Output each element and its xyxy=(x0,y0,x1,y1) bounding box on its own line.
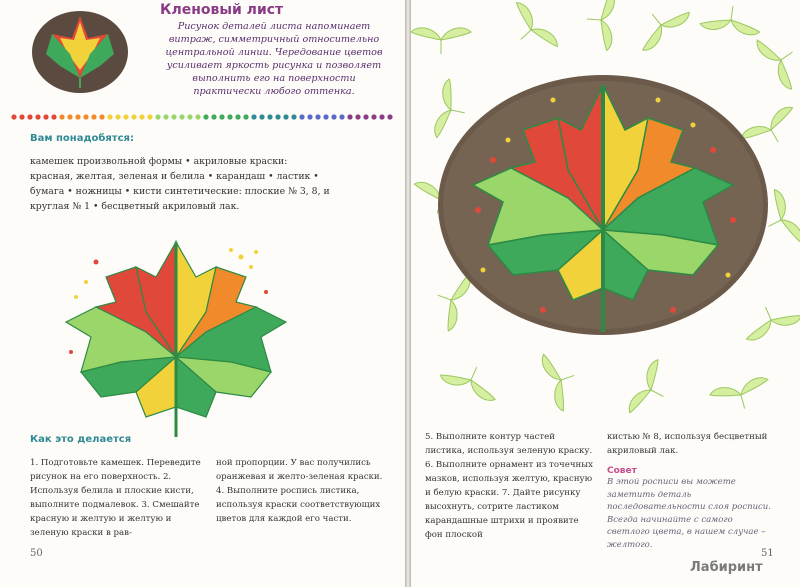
divider-dot xyxy=(339,114,344,119)
divider-dot xyxy=(51,114,56,119)
maple-seed-icon xyxy=(439,355,504,403)
divider-dot xyxy=(235,114,240,119)
maple-seed-icon xyxy=(411,28,471,54)
divider-dot xyxy=(379,114,384,119)
divider-dot xyxy=(139,114,144,119)
maple-seed-icon xyxy=(500,0,560,61)
divider-dot xyxy=(347,114,352,119)
divider-dot xyxy=(219,114,224,119)
how-heading: Как это делается xyxy=(30,434,132,445)
divider-dot xyxy=(299,114,304,119)
divider-dot xyxy=(291,114,296,119)
maple-seed-icon xyxy=(585,0,615,51)
divider-dot xyxy=(35,114,40,119)
divider-dot xyxy=(27,114,32,119)
painted-stone-photo xyxy=(433,70,773,340)
maple-seed-icon xyxy=(540,347,584,412)
steps-column-3: 5. Выполните контур частей листика, используя зеленую краску. 6. Выполните орнамент из точечных мазков, используя желтую, красную и белую краски. 7. Дайте рисунку высохнуть, сотрите ластиком карандашные штрихи и проявите фон плоской xyxy=(425,432,593,540)
divider-dot xyxy=(99,114,104,119)
divider-dot xyxy=(211,114,216,119)
divider-dot xyxy=(363,114,368,119)
divider-dot xyxy=(147,114,152,119)
divider-dot xyxy=(83,114,88,119)
maple-seed-icon xyxy=(700,2,763,36)
steps-column-4: кистью № 8, используя бесцветный акриловый лак. xyxy=(607,432,768,456)
divider-dot xyxy=(275,114,280,119)
divider-dot xyxy=(115,114,120,119)
divider-dot xyxy=(195,114,200,119)
maple-seed-icon xyxy=(626,358,677,423)
divider-dot xyxy=(259,114,264,119)
materials-list: камешек произвольной формы • акриловые краски: красная, желтая, зеленая и белила • карандаш • ластик • бумага • ножницы • кисти синтетические: плоские № 3, 8, и круглая № 1 • бесцветный акриловый лак. xyxy=(30,156,330,212)
maple-seed-icon xyxy=(629,0,692,53)
maple-leaf-illustration xyxy=(56,222,296,442)
page-number-right: 51 xyxy=(761,548,774,559)
divider-dot xyxy=(163,114,168,119)
divider-dot xyxy=(171,114,176,119)
divider-dot xyxy=(387,114,392,119)
divider-dot xyxy=(251,114,256,119)
divider-dot xyxy=(243,114,248,119)
tip-text: В этой росписи вы можете заметить деталь последовательности слоя росписи. Всегда начинайте с самого светлого цвета, в нашем случае – желтого. xyxy=(607,477,771,550)
intro-text: Рисунок деталей листа напоминает витраж, симметричный относительно центральной линии. Чередование цветов усиливает яркость рисунка и позволяет выполнить его на поверхности практически любого оттенка. xyxy=(165,21,383,97)
divider-dot xyxy=(371,114,376,119)
materials-heading: Вам понадобятся: xyxy=(30,133,134,144)
divider-dot xyxy=(11,114,16,119)
tip-heading: Совет xyxy=(607,466,637,476)
divider-dot xyxy=(187,114,192,119)
divider-dot xyxy=(67,114,72,119)
divider-dot xyxy=(315,114,320,119)
divider-dot xyxy=(91,114,96,119)
page-number-left: 50 xyxy=(30,548,43,559)
divider-dot xyxy=(283,114,288,119)
page-title: Кленовый лист xyxy=(160,2,284,18)
steps-column-2: ной пропорции. У вас получились оранжевая и желто-зеленая краски. 4. Выполните роспись листика, используя краски соответствующих цветов для каждой его части. xyxy=(216,458,383,524)
divider-dot xyxy=(155,114,160,119)
divider-dot xyxy=(59,114,64,119)
maple-seed-icon xyxy=(709,375,774,416)
divider-dot xyxy=(203,114,208,119)
labirint-logo xyxy=(690,560,763,575)
divider-dot xyxy=(307,114,312,119)
tip-box xyxy=(607,466,777,551)
divider-dot xyxy=(179,114,184,119)
divider-dot xyxy=(19,114,24,119)
divider-dot xyxy=(123,114,128,119)
divider-dot xyxy=(131,114,136,119)
watermark-text: Лабиринт xyxy=(690,560,763,575)
divider-dot xyxy=(331,114,336,119)
steps-column-1: 1. Подготовьте камешек. Переведите рисунок на его поверхность. 2. Используя белила и плоские кисти, выполните подмалевок. 3. Смешайте красную и желтую и желтую и зеленую краски в рав- xyxy=(30,458,201,538)
stone-thumbnail xyxy=(30,8,130,96)
divider-dot xyxy=(355,114,360,119)
divider-dot xyxy=(75,114,80,119)
divider-dot xyxy=(267,114,272,119)
divider-dot xyxy=(323,114,328,119)
divider-dot xyxy=(107,114,112,119)
divider-dot xyxy=(43,114,48,119)
decorative-dotted-divider xyxy=(10,112,395,122)
divider-dot xyxy=(227,114,232,119)
